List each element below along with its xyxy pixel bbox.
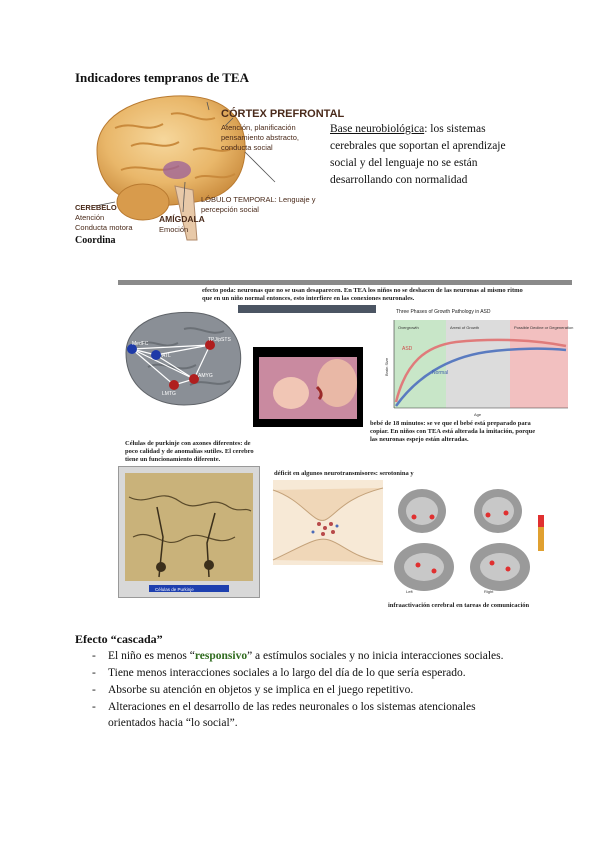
neuro-label: Base neurobiológica	[330, 123, 425, 135]
cerebellum-text-2: Conducta motora	[75, 223, 133, 232]
label-medfc: MedFC	[132, 341, 149, 347]
purkinje-caption-2: poco calidad y de anomalías sutiles. El cerebro	[125, 448, 254, 455]
collage-top-bar	[118, 280, 572, 285]
growth-pathology-chart	[376, 302, 572, 420]
bullet-text: Tiene menos interacciones sociales a lo largo del día de lo que sería esperado.	[108, 667, 466, 679]
pruning-line-2: que en un niño normal entonces, esto interfiere en las conexiones neuronales.	[202, 295, 415, 302]
neuro-text: : los sistemas cerebrales que soportan el aprendizaje social y del lenguaje no se están desarrollando con normalidad	[330, 123, 506, 186]
cerebellum-text-1: Atención	[75, 213, 105, 222]
cascade-bullet-list	[92, 648, 532, 732]
phase-label-1: Overgrowth	[398, 325, 419, 330]
neurotransmitter-caption: déficit en algunos neurotransmisores: serotonina y	[274, 470, 414, 477]
asd-collage-figure	[118, 280, 572, 612]
cortex-text-1: Atención, planificación	[221, 123, 296, 132]
baby-caption	[370, 420, 572, 444]
baby-caption-2: copiar. En niños con TEA está alterada la imitación, porque	[370, 428, 536, 435]
purkinje-caption-1: Células de purkinje con axones diferentes: de	[125, 440, 251, 447]
temporal-text-1: LÓBULO TEMPORAL: Lenguaje y	[201, 195, 316, 204]
amygdala-label: AMÍGDALA	[159, 214, 205, 224]
growth-xlabel: Age	[474, 412, 482, 417]
cerebellum-label: CEREBELO	[75, 203, 117, 212]
label-amyg: AMYG	[198, 373, 213, 379]
section-title-cascada: Efecto “cascada”	[75, 632, 163, 646]
brain-diagram	[75, 90, 345, 248]
dark-band	[238, 305, 398, 313]
bullet-item	[92, 648, 532, 664]
bullet-text-end: ” a estímulos sociales y no inicia interacciones sociales.	[247, 650, 504, 662]
baby-caption-1: bebé de 18 minutos: se ve que el bebé está preparado para	[370, 420, 531, 427]
purkinje-frame	[118, 466, 260, 598]
scan-right-label: Right	[484, 589, 494, 594]
pruning-line-1: efecto poda: neuronas que no se usan desaparecen. En TEA los niños no se deshacen de las neuronas al mismo ritmo	[202, 287, 523, 294]
scan-caption: infraactivación cerebral en tareas de comunicación	[388, 602, 530, 609]
phase-arrest	[446, 320, 510, 408]
scan-left-label: Left	[406, 589, 413, 594]
bullet-text: Alteraciones en el desarrollo de las redes neuronales o los sistemas atencionales orientados hacia “lo social”.	[108, 701, 476, 729]
brain-network-image	[118, 305, 246, 415]
temporal-text-2: percepción social	[201, 205, 259, 214]
cortex-text-2: pensamiento abstracto,	[221, 133, 299, 142]
bullet-text: El niño es menos “	[108, 650, 195, 662]
bullet-item	[92, 682, 532, 698]
section-title-indicadores: Indicadores tempranos de TEA	[75, 70, 249, 85]
purkinje-micrograph	[119, 467, 259, 597]
neuro-paragraph	[330, 121, 530, 189]
purkinje-caption-3: tiene un funcionamiento diferente.	[125, 456, 221, 463]
cerebellum-cut-text: Coordina	[75, 235, 116, 246]
phase-label-3: Possible Decline or Degeneration	[514, 325, 574, 330]
cortex-label: CÓRTEX PREFRONTAL	[221, 108, 345, 120]
phase-overgrowth	[394, 320, 449, 408]
phase-label-2: Arrest of Growth	[450, 325, 480, 330]
growth-ylabel: Brain Size	[384, 357, 389, 376]
purkinje-caption	[125, 440, 285, 464]
brain-scans	[388, 485, 572, 605]
bullet-item	[92, 699, 508, 731]
synapse-diagram	[273, 480, 383, 565]
amygdala-shape	[163, 161, 191, 179]
baby-caption-3: las neuronas espejo están alteradas.	[370, 436, 469, 443]
normal-label: Normal	[432, 370, 449, 376]
asd-label: ASD	[402, 346, 413, 352]
label-lmtg: LMTG	[162, 391, 176, 397]
label-atl: ATL	[162, 353, 171, 359]
keyword-responsivo: responsivo	[194, 650, 248, 662]
brain-illustration	[75, 90, 345, 248]
growth-chart-title: Three Phases of Growth Pathology in ASD	[396, 309, 491, 315]
cortex-text-3: conducta social	[221, 143, 273, 152]
label-tpj: TPJ/pSTS	[208, 337, 231, 343]
baby-imitation-photo	[253, 347, 363, 427]
phase-decline	[510, 320, 568, 408]
pruning-caption	[202, 287, 572, 303]
purkinje-strip-label: Células de Purkinje	[155, 587, 194, 592]
amygdala-text: Emoción	[159, 225, 189, 234]
bullet-text: Absorbe su atención en objetos y se implica en el juego repetitivo.	[108, 684, 414, 696]
bullet-item	[92, 665, 532, 681]
